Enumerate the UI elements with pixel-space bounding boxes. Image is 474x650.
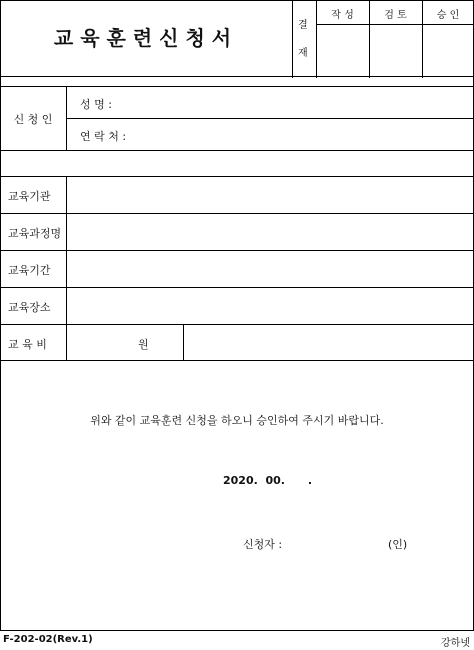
applicant-mid-line	[66, 118, 474, 119]
border-top	[0, 0, 474, 1]
cost-label: 교 육 비	[8, 338, 47, 351]
row-line	[0, 287, 474, 288]
approval-col-approve: 승 인	[436, 10, 460, 21]
approval-label-bottom: 재	[298, 48, 308, 59]
border-bottom	[0, 630, 474, 631]
cost-divider	[183, 324, 184, 360]
row-line	[0, 360, 474, 361]
period-label: 교육기간	[8, 264, 51, 277]
application-date: 2020. 00. .	[223, 474, 313, 487]
contact-label: 연 락 처 :	[80, 130, 127, 143]
row-line	[0, 176, 474, 177]
document-title: 교육훈련신청서	[53, 26, 239, 50]
location-label: 교육장소	[8, 301, 51, 314]
signer-label: 신청자 :	[243, 538, 283, 551]
applicant-label: 신 청 인	[13, 113, 53, 126]
course-name-label: 교육과정명	[8, 227, 62, 240]
form-code: F-202-02(Rev.1)	[3, 634, 93, 645]
approval-col-review: 검 토	[384, 10, 407, 21]
header-bottom-line	[0, 76, 474, 77]
row-line	[0, 213, 474, 214]
company-name: 강하넷	[441, 638, 470, 649]
seal-mark: (인)	[388, 538, 408, 551]
border-left	[0, 0, 1, 631]
cost-unit: 원	[138, 338, 149, 351]
applicant-top-line	[0, 86, 474, 87]
approval-header-line	[316, 24, 474, 25]
approval-col-write: 작 성	[331, 10, 354, 21]
approval-label-top: 결	[298, 20, 308, 31]
approval-divider	[292, 0, 293, 78]
request-text: 위와 같이 교육훈련 신청을 하오니 승인하여 주시기 바랍니다.	[90, 414, 384, 427]
field-divider	[66, 176, 67, 360]
institution-label: 교육기관	[8, 190, 51, 203]
row-line	[0, 250, 474, 251]
row-line	[0, 324, 474, 325]
applicant-bottom-line	[0, 150, 474, 151]
name-label: 성 명 :	[80, 98, 112, 111]
